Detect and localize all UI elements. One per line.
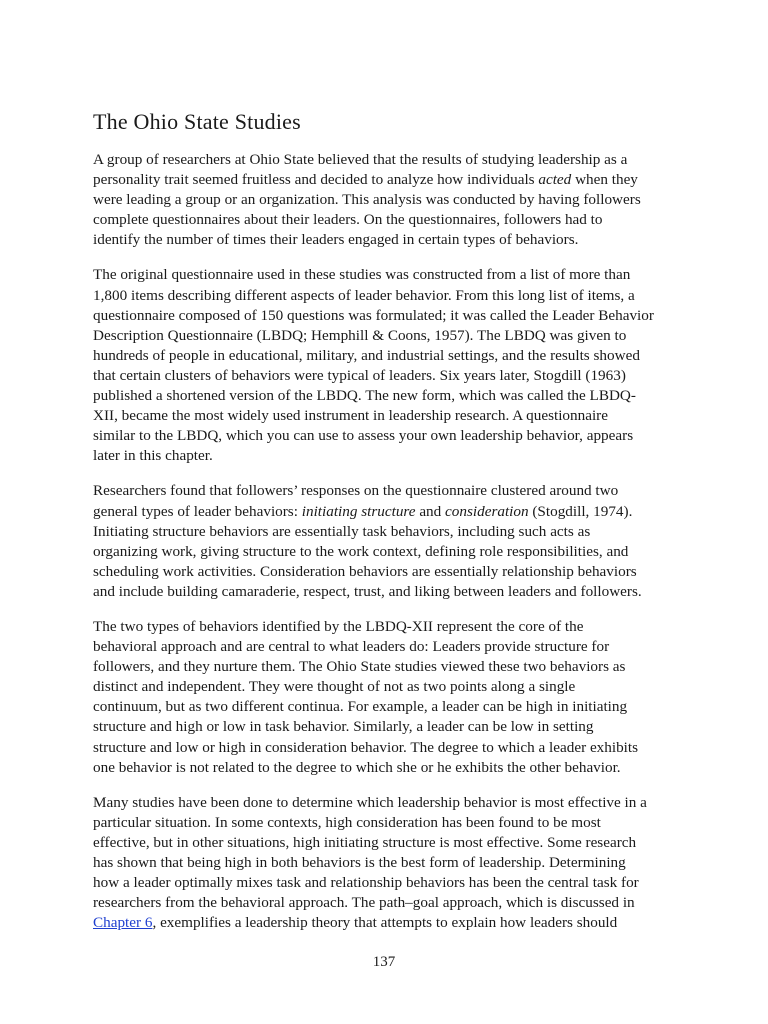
text-segment: effective, but in other situations, high initiating structure is most effective. Some research (93, 833, 637, 851)
body-paragraph (93, 150, 675, 250)
text-segment: particular situation. In some contexts, high consideration has been found to be most (93, 813, 601, 831)
text-segment: later in this chapter. (93, 447, 213, 465)
italic-term: consideration (445, 502, 529, 520)
text-line (93, 210, 675, 230)
text-segment: distinct and independent. They were thought of not as two points along a single (93, 678, 576, 696)
text-line (93, 230, 675, 250)
text-line (93, 522, 675, 542)
text-segment: complete questionnaires about their leaders. On the questionnaires, followers had to (93, 211, 603, 229)
text-line (93, 502, 675, 522)
italic-term: acted (538, 171, 572, 189)
text-segment: one behavior is not related to the degree to which she or he exhibits the other behavior. (93, 758, 621, 776)
text-segment: were leading a group or an organization. This analysis was conducted by having followers (93, 191, 641, 209)
text-segment: when they (571, 171, 638, 189)
text-line (93, 366, 675, 386)
text-line (93, 481, 675, 501)
text-line (93, 657, 675, 677)
text-line (93, 893, 675, 913)
text-segment: that certain clusters of behaviors were typical of leaders. Six years later, Stogdill (1963) (93, 366, 626, 384)
text-segment: organizing work, giving structure to the work context, defining role responsibilities, and (93, 542, 629, 560)
text-segment: scheduling work activities. Consideration behaviors are essentially relationship behaviors (93, 562, 637, 580)
text-line (93, 873, 675, 893)
body-paragraph (93, 481, 675, 602)
text-line (93, 426, 675, 446)
text-segment: structure and high or low in task behavior. Similarly, a leader can be low in setting (93, 718, 594, 736)
text-segment: similar to the LBDQ, which you can use to assess your own leadership behavior, appears (93, 427, 634, 445)
text-line (93, 150, 675, 170)
text-segment: published a shortened version of the LBDQ. The new form, which was called the LBDQ- (93, 387, 636, 405)
text-segment: how a leader optimally mixes task and relationship behaviors has been the central task for (93, 874, 639, 892)
text-line (93, 717, 675, 737)
text-segment: and (415, 502, 446, 520)
text-line (93, 793, 675, 813)
text-segment: Many studies have been done to determine which leadership behavior is most effective in a (93, 793, 647, 811)
text-line (93, 853, 675, 873)
italic-term: initiating structure (301, 502, 416, 520)
text-segment: personality trait seemed fruitless and decided to analyze how individuals (93, 171, 539, 189)
section-heading: The Ohio State Studies (93, 109, 301, 134)
text-segment: structure and low or high in consideration behavior. The degree to which a leader exhibits (93, 738, 639, 756)
text-line (93, 326, 675, 346)
text-line (93, 582, 675, 602)
text-line (93, 170, 675, 190)
text-segment: 1,800 items describing different aspects of leader behavior. From this long list of items, a (93, 286, 635, 304)
body-text (93, 150, 675, 948)
text-line (93, 677, 675, 697)
text-segment: (Stogdill, 1974). (528, 502, 633, 520)
body-paragraph (93, 793, 675, 934)
text-segment: Researchers found that followers’ responses on the questionnaire clustered around two (93, 482, 619, 500)
text-segment: A group of researchers at Ohio State believed that the results of studying leadership as a (93, 151, 628, 168)
text-line (93, 758, 675, 778)
text-line (93, 386, 675, 406)
text-segment: continuum, but as two different continua. For example, a leader can be high in initiating (93, 698, 628, 716)
text-segment: and include building camaraderie, respect, trust, and liking between leaders and followers. (93, 582, 642, 600)
text-line (93, 190, 675, 210)
text-line (93, 446, 675, 466)
text-line (93, 286, 675, 306)
text-segment: general types of leader behaviors: (93, 502, 302, 520)
text-segment: researchers from the behavioral approach. The path–goal approach, which is discussed in (93, 894, 635, 912)
text-segment: has shown that being high in both behaviors is the best form of leadership. Determining (93, 854, 626, 871)
text-segment: followers, and they nurture them. The Ohio State studies viewed these two behaviors as (93, 658, 626, 676)
text-segment: questionnaire composed of 150 questions was formulated; it was called the Leader Behavior (93, 306, 654, 324)
text-line (93, 738, 675, 758)
text-line (93, 913, 675, 933)
text-line (93, 265, 675, 285)
body-paragraph (93, 265, 675, 466)
text-segment: behavioral approach and are central to what leaders do: Leaders provide structure for (93, 638, 610, 656)
text-line (93, 562, 675, 582)
text-segment: identify the number of times their leaders engaged in certain types of behaviors. (93, 231, 579, 249)
text-line (93, 306, 675, 326)
text-line (93, 406, 675, 426)
text-line (93, 346, 675, 366)
text-segment: Description Questionnaire (LBDQ; Hemphill & Coons, 1957). The LBDQ was given to (93, 326, 627, 344)
chapter-6-link[interactable]: Chapter 6 (93, 914, 153, 932)
text-line (93, 542, 675, 562)
text-line (93, 637, 675, 657)
body-paragraph (93, 617, 675, 778)
text-segment: The original questionnaire used in these studies was constructed from a list of more than (93, 266, 631, 284)
text-line (93, 697, 675, 717)
document-page (93, 0, 675, 1024)
text-line (93, 833, 675, 853)
text-line (93, 617, 675, 637)
text-line (93, 813, 675, 833)
page-number: 137 (372, 954, 396, 970)
text-segment: The two types of behaviors identified by the LBDQ-XII represent the core of the (93, 617, 584, 635)
text-segment: hundreds of people in educational, military, and industrial settings, and the results showed (93, 346, 640, 364)
text-segment: , exemplifies a leadership theory that attempts to explain how leaders should (152, 914, 618, 932)
text-segment: XII, became the most widely used instrument in leadership research. A questionnaire (93, 407, 608, 425)
text-segment: Initiating structure behaviors are essentially task behaviors, including such acts as (93, 522, 591, 540)
